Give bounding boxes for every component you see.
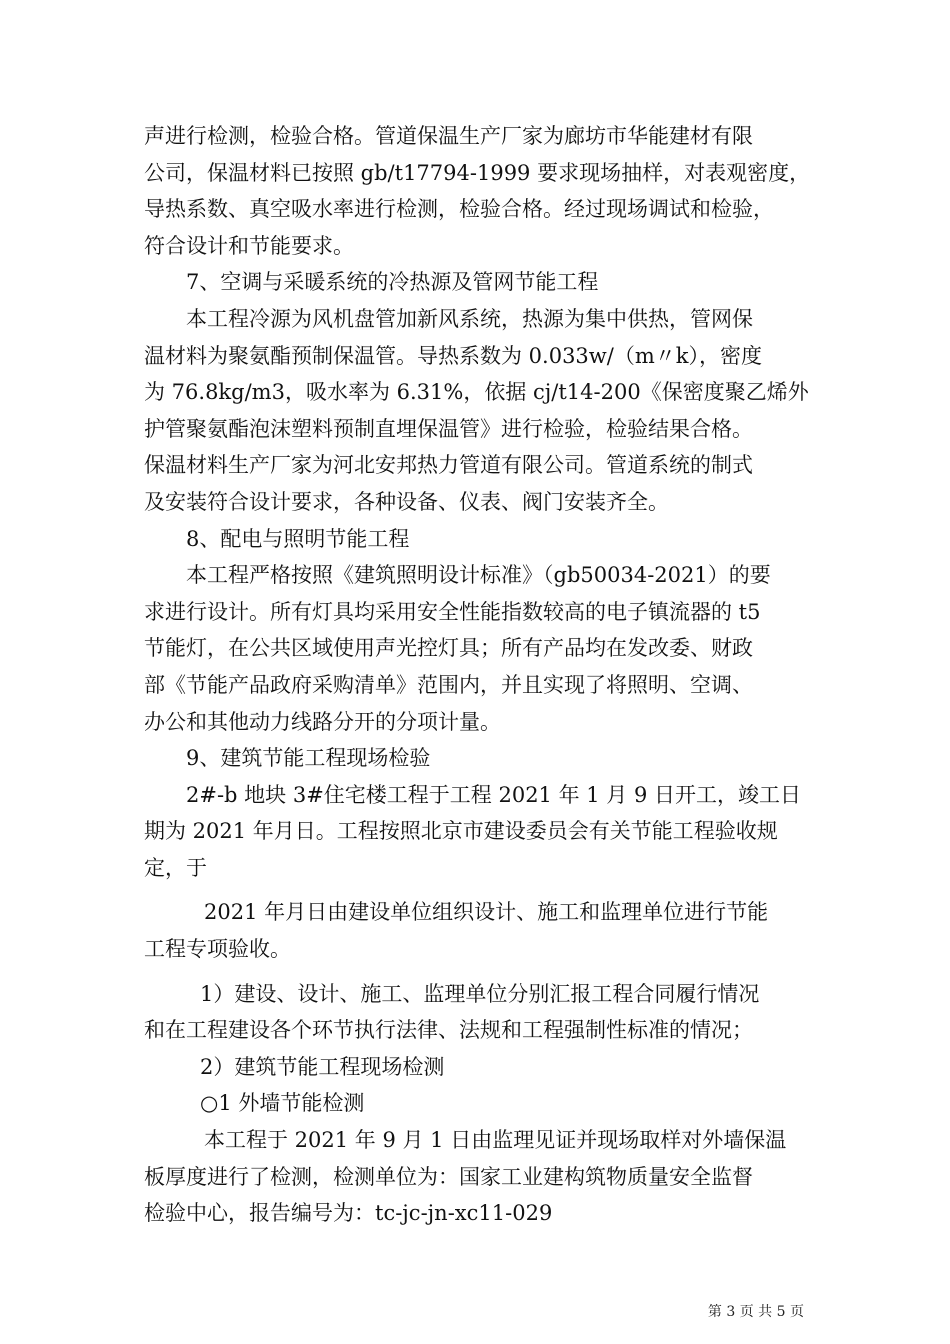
text-line: 及安装符合设计要求，各种设备、仪表、阀门安装齐全。 (144, 489, 669, 514)
sub-heading-wall: ○1 外墙节能检测 (200, 1091, 365, 1116)
text-line: 期为 2021 年月日。工程按照北京市建设委员会有关节能工程验收规 (144, 819, 778, 844)
text-line: 2#-b 地块 3#住宅楼工程于工程 2021 年 1 月 9 日开工，竣工日 (186, 782, 802, 807)
text-line: 声进行检测，检验合格。管道保温生产厂家为廊坊市华能建材有限 (144, 124, 753, 148)
text-line: 办公和其他动力线路分开的分项计量。 (144, 709, 501, 734)
text-line: 本工程严格按照《建筑照明设计标准》（gb50034-2021）的要 (186, 563, 771, 588)
text-line: 本工程于 2021 年 9 月 1 日由监理见证并现场取样对外墙保温 (204, 1128, 787, 1153)
section-heading-7: 7、空调与采暖系统的冷热源及管网节能工程 (186, 270, 599, 295)
text-line: 温材料为聚氨酯预制保温管。导热系数为 0.033w/（m〃k），密度 (144, 343, 762, 368)
page-number: 第 3 页 共 5 页 (707, 1304, 804, 1320)
text-line: 导热系数、真空吸水率进行检测，检验合格。经过现场调试和检验， (144, 197, 774, 222)
text-line: 公司，保温材料已按照 gb/t17794-1999 要求现场抽样，对表观密度， (144, 160, 811, 185)
text-line: 护管聚氨酯泡沫塑料预制直埋保温管》进行检验，检验结果合格。 (144, 416, 753, 441)
text-line: 符合设计和节能要求。 (144, 233, 354, 258)
text-line: 保温材料生产厂家为河北安邦热力管道有限公司。管道系统的制式 (144, 453, 753, 478)
list-item-2: 2）建筑节能工程现场检测 (200, 1054, 445, 1079)
text-line: 工程专项验收。 (144, 937, 291, 962)
section-heading-8: 8、配电与照明节能工程 (186, 526, 410, 551)
text-line: 2021 年月日由建设单位组织设计、施工和监理单位进行节能 (204, 900, 769, 925)
section-heading-9: 9、建筑节能工程现场检验 (186, 746, 431, 771)
text-line: 部《节能产品政府采购清单》范围内，并且实现了将照明、空调、 (144, 672, 753, 697)
text-line: 求进行设计。所有灯具均采用安全性能指数较高的电子镇流器的 t5 (144, 599, 761, 624)
text-line: 检验中心，报告编号为：tc-jc-jn-xc11-029 (144, 1201, 553, 1226)
text-line: 板厚度进行了检测，检测单位为：国家工业建构筑物质量安全监督 (144, 1164, 753, 1189)
text-line: 为 76.8kg/m3，吸水率为 6.31%，依据 cj/t14-200《保密度聚乙烯外 (144, 380, 809, 405)
text-line: 和在工程建设各个环节执行法律、法规和工程强制性标准的情况； (144, 1018, 753, 1043)
text-line: 节能灯，在公共区域使用声光控灯具；所有产品均在发改委、财政 (144, 636, 753, 661)
text-line: 定，于 (144, 855, 207, 880)
body-text (144, 118, 816, 1232)
list-item-1: 1）建设、设计、施工、监理单位分别汇报工程合同履行情况 (200, 981, 760, 1006)
text-line: 本工程冷源为风机盘管加新风系统，热源为集中供热，管网保 (186, 306, 753, 331)
